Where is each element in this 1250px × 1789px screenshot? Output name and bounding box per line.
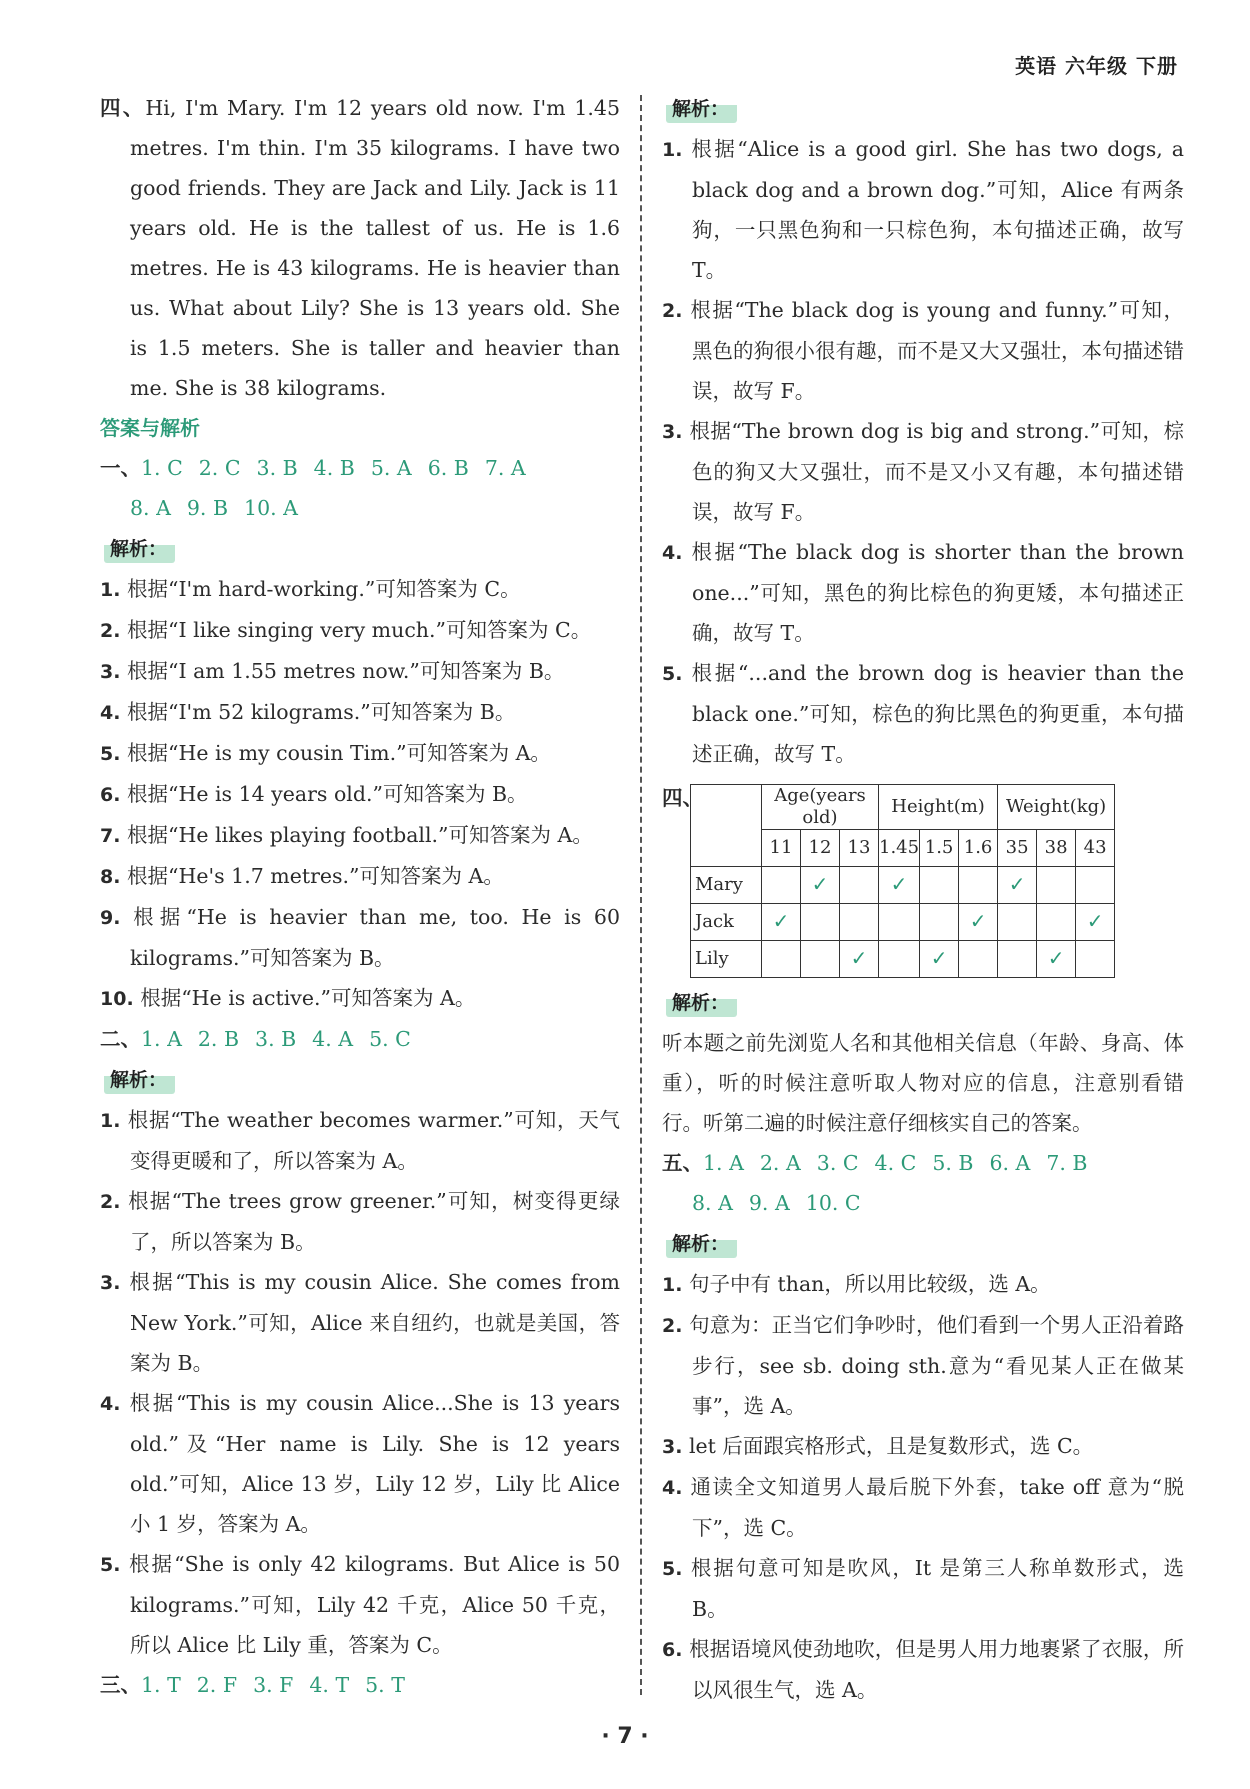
check-icon: ✓: [1008, 872, 1026, 896]
analysis-item: [662, 1426, 1184, 1467]
analysis-item: [662, 1629, 1184, 1710]
item-text: 根据“The black dog is young and funny.”可知，黑色的狗很小很有趣，而不是又大又强壮，本句描述错误，故写 F。: [690, 298, 1184, 403]
table-row-label: Lily: [691, 941, 762, 978]
answer-key: 6. B: [427, 456, 469, 480]
answer-row: [662, 1143, 1184, 1183]
empty-cell: [762, 941, 801, 978]
item-number: 5.: [662, 1558, 683, 1580]
item-number: 1.: [100, 1110, 121, 1132]
item-text: 通读全文知道男人最后脱下外套，take off 意为“脱下”，选 C。: [690, 1475, 1184, 1540]
check-icon: ✓: [969, 909, 987, 933]
left-column: [100, 88, 620, 1705]
page-header: 英语 六年级 下册: [1015, 54, 1178, 78]
item-text: 根据“He likes playing football.”可知答案为 A。: [126, 823, 593, 847]
item-number: 6.: [662, 1639, 683, 1661]
answer-key: 3. C: [816, 1151, 859, 1175]
answer-key: 4. T: [309, 1673, 350, 1697]
check-cell: [762, 904, 801, 941]
empty-cell: [1076, 941, 1115, 978]
answer-key: 10. A: [244, 496, 298, 520]
answer-key: 5. C: [369, 1027, 411, 1051]
empty-cell: [1037, 904, 1076, 941]
analysis-item: [662, 1305, 1184, 1426]
check-icon: ✓: [890, 872, 908, 896]
answer-key: 3. B: [256, 456, 298, 480]
item-number: 4.: [662, 542, 683, 564]
item-number: 1.: [662, 1274, 683, 1296]
answer-key: 4. B: [313, 456, 355, 480]
item-text: 根据“I'm hard-working.”可知答案为 C。: [126, 577, 521, 601]
item-number: 8.: [100, 866, 121, 888]
answer-key: 5. A: [370, 456, 412, 480]
table-row: [691, 904, 1115, 941]
analysis-item: [662, 1467, 1184, 1548]
section-lead: 一、: [100, 456, 141, 480]
answer-key: 2. A: [759, 1151, 801, 1175]
empty-cell: [959, 867, 998, 904]
answer-key: 7. A: [484, 456, 526, 480]
table-group-header: Height(m): [879, 785, 998, 830]
answer-key: 1. T: [141, 1673, 181, 1697]
check-cell: [840, 941, 879, 978]
analysis-item: [662, 653, 1184, 774]
empty-cell: [998, 904, 1037, 941]
answer-key: 2. F: [196, 1673, 238, 1697]
item-text: 根据“This is my cousin Alice. She comes from New York.”可知，Alice 来自纽约，也就是美国，答案为 B。: [129, 1270, 620, 1375]
check-cell: [879, 867, 920, 904]
item-text: 根据“The black dog is shorter than the brown one...”可知，黑色的狗比棕色的狗更矮，本句描述正确，故写 T。: [691, 540, 1184, 645]
table-subheader: 11: [762, 830, 801, 867]
section-lead: 五、: [662, 1151, 703, 1175]
item-text: 根据“He's 1.7 metres.”可知答案为 A。: [126, 864, 504, 888]
answer-table: [690, 784, 1115, 978]
analysis-paragraph: 听本题之前先浏览人名和其他相关信息（年龄、身高、体重），听的时候注意听取人物对应的信息，注意别看错行。听第二遍的时候注意仔细核实自己的答案。: [662, 1031, 1184, 1135]
item-text: 根据“This is my cousin Alice...She is 13 years old.”及“Her name is Lily. She is 12 years old.”可知，Alice 13 岁，Lily 12 岁，Lily 比 Alice 小 1 岁，答案为 A。: [129, 1391, 620, 1536]
item-number: 5.: [100, 1554, 121, 1576]
analysis-item: [662, 532, 1184, 653]
analysis-item: [100, 978, 620, 1019]
table-body: [691, 867, 1115, 978]
analysis-item: [662, 1548, 1184, 1629]
empty-cell: [959, 941, 998, 978]
empty-cell: [1076, 867, 1115, 904]
empty-cell: [879, 904, 920, 941]
table-subheader: 38: [1037, 830, 1076, 867]
item-number: 2.: [100, 1191, 121, 1213]
item-number: 4.: [100, 1393, 121, 1415]
analysis-item: [100, 569, 620, 610]
empty-cell: [920, 867, 959, 904]
item-text: 根据“He is heavier than me, too. He is 60 kilograms.”可知答案为 B。: [130, 905, 620, 970]
answer-row: [662, 1183, 1184, 1223]
analysis-item: [100, 815, 620, 856]
analysis-item: [100, 1181, 620, 1262]
section-lead: 三、: [100, 1673, 141, 1697]
check-icon: ✓: [850, 946, 868, 970]
empty-cell: [801, 904, 840, 941]
item-number: 3.: [662, 421, 683, 443]
item-text: 根据语境风使劲地吹，但是男人用力地裹紧了衣服，所以风很生气，选 A。: [689, 1637, 1184, 1702]
table-corner-cell: [691, 785, 762, 867]
item-text: 根据“I am 1.55 metres now.”可知答案为 B。: [126, 659, 565, 683]
item-number: 3.: [662, 1436, 683, 1458]
page-number: · 7 ·: [601, 1724, 649, 1749]
item-text: 根据“I like singing very much.”可知答案为 C。: [126, 618, 592, 642]
answer-row: [100, 488, 620, 528]
analysis-item: [662, 1264, 1184, 1305]
analysis-item: [100, 1262, 620, 1383]
check-icon: ✓: [930, 946, 948, 970]
analysis-badge: 解析：: [104, 1066, 175, 1094]
answer-row: [100, 1665, 620, 1705]
item-text: 根据“I'm 52 kilograms.”可知答案为 B。: [126, 700, 516, 724]
answer-key: 9. B: [186, 496, 229, 520]
section-lead: 四、: [662, 786, 703, 810]
analysis-badge: 解析：: [666, 1230, 737, 1258]
item-text: 根据“He is active.”可知答案为 A。: [140, 986, 476, 1010]
item-text: 句子中有 than，所以用比较级，选 A。: [688, 1272, 1051, 1296]
item-number: 4.: [662, 1477, 683, 1499]
analysis-item: [100, 1100, 620, 1181]
item-number: 10.: [100, 988, 134, 1010]
item-number: 5.: [100, 743, 121, 765]
table-subheader: 1.5: [920, 830, 959, 867]
section-lead: 四、: [100, 96, 146, 120]
table-row-label: Jack: [691, 904, 762, 941]
check-cell: [998, 867, 1037, 904]
item-text: 根据“He is my cousin Tim.”可知答案为 A。: [126, 741, 551, 765]
analysis-badge: 解析：: [666, 95, 737, 123]
item-number: 7.: [100, 825, 121, 847]
table-subheader: 13: [840, 830, 879, 867]
answer-key: 8. A: [692, 1191, 733, 1215]
item-text: 根据“...and the brown dog is heavier than the black one.”可知，棕色的狗比黑色的狗更重，本句描述正确，故写 T。: [691, 661, 1184, 766]
item-number: 3.: [100, 1272, 121, 1294]
table-subheader: 1.6: [959, 830, 998, 867]
answer-key: 3. F: [253, 1673, 294, 1697]
answer-key: 10. C: [805, 1191, 861, 1215]
table-subheader: 35: [998, 830, 1037, 867]
analysis-item: [100, 610, 620, 651]
answer-key: 3. B: [255, 1027, 297, 1051]
table-group-header: Age(years old): [762, 785, 879, 830]
table-row-label: Mary: [691, 867, 762, 904]
empty-cell: [840, 867, 879, 904]
check-icon: ✓: [811, 872, 829, 896]
empty-cell: [879, 941, 920, 978]
analysis-item: [100, 1383, 620, 1544]
answer-row: [100, 448, 620, 488]
answer-key: 4. C: [874, 1151, 917, 1175]
answer-key: 8. A: [130, 496, 171, 520]
item-text: 根据“The brown dog is big and strong.”可知，棕色的狗又大又强壮，而不是又小又有趣，本句描述错误，故写 F。: [689, 419, 1184, 524]
table-row: [691, 867, 1115, 904]
empty-cell: [840, 904, 879, 941]
item-text: 根据“The weather becomes warmer.”可知，天气变得更暖和了，所以答案为 A。: [127, 1108, 620, 1173]
analysis-item: [662, 290, 1184, 411]
check-icon: ✓: [1047, 946, 1065, 970]
analysis-item: [662, 411, 1184, 532]
answer-key: 5. T: [365, 1673, 405, 1697]
analysis-badge: 解析：: [104, 535, 175, 563]
analysis-item: [100, 897, 620, 978]
answer-key: 6. A: [989, 1151, 1031, 1175]
passage-4: [100, 88, 620, 408]
check-cell: [1037, 941, 1076, 978]
item-text: let 后面跟宾格形式，且是复数形式，选 C。: [688, 1434, 1094, 1458]
check-cell: [920, 941, 959, 978]
analysis-item: [662, 129, 1184, 290]
analysis-item: [100, 1544, 620, 1665]
item-number: 2.: [662, 300, 683, 322]
table-header-row: [691, 785, 1115, 830]
passage-text: Hi, I'm Mary. I'm 12 years old now. I'm 1.45 metres. I'm thin. I'm 35 kilograms. I have two good friends. They are Jack and Lily. Jack is 11 years old. He is the tallest of us. He is 1.6 metres. He is 43 kilograms. He is heavier than us. What about Lily? She is 13 years old. She is 1.5 meters. She is taller and heavier than me. She is 38 kilograms.: [130, 96, 620, 400]
answer-key: 2. B: [197, 1027, 240, 1051]
item-number: 5.: [662, 663, 683, 685]
answer-key: 7. B: [1046, 1151, 1088, 1175]
check-icon: ✓: [1086, 909, 1104, 933]
table-group-header: Weight(kg): [998, 785, 1115, 830]
check-cell: [1076, 904, 1115, 941]
analysis-item: [100, 856, 620, 897]
empty-cell: [920, 904, 959, 941]
table-row: [691, 941, 1115, 978]
section-4-table: [662, 778, 1184, 974]
item-text: 根据“Alice is a good girl. She has two dogs, a black dog and a brown dog.”可知，Alice 有两条狗，一只黑色狗和一只棕色狗，本句描述正确，故写 T。: [691, 137, 1184, 282]
table-subheader: 1.45: [879, 830, 920, 867]
answer-key: 2. C: [198, 456, 241, 480]
analysis-item: [100, 651, 620, 692]
answers-title: 答案与解析: [100, 416, 200, 440]
answer-key: 1. C: [141, 456, 183, 480]
analysis-item: [100, 692, 620, 733]
item-text: 根据“He is 14 years old.”可知答案为 B。: [126, 782, 528, 806]
item-number: 1.: [662, 139, 683, 161]
item-text: 根据“She is only 42 kilograms. But Alice is 50 kilograms.”可知，Lily 42 千克，Alice 50 千克，所以 Alice 比 Lily 重，答案为 C。: [129, 1552, 620, 1657]
analysis-badge: 解析：: [666, 989, 737, 1017]
analysis-item: [100, 774, 620, 815]
item-number: 3.: [100, 661, 121, 683]
empty-cell: [1037, 867, 1076, 904]
answer-key: 1. A: [141, 1027, 182, 1051]
check-cell: [959, 904, 998, 941]
empty-cell: [998, 941, 1037, 978]
table-subheader: 12: [801, 830, 840, 867]
answer-key: 5. B: [932, 1151, 974, 1175]
item-number: 6.: [100, 784, 121, 806]
item-number: 2.: [100, 620, 121, 642]
answer-row: [100, 1019, 620, 1059]
table-subheader: 43: [1076, 830, 1115, 867]
answer-key: 9. A: [748, 1191, 790, 1215]
item-number: 9.: [100, 907, 121, 929]
answer-key: 4. A: [312, 1027, 354, 1051]
section-lead: 二、: [100, 1027, 141, 1051]
item-text: 句意为：正当它们争吵时，他们看到一个男人正沿着路步行，see sb. doing sth.意为“看见某人正在做某事”，选 A。: [689, 1313, 1184, 1418]
right-column: [662, 88, 1184, 1710]
check-cell: [801, 867, 840, 904]
item-text: 根据句意可知是吹风，It 是第三人称单数形式，选 B。: [690, 1556, 1184, 1621]
item-number: 1.: [100, 579, 121, 601]
item-number: 4.: [100, 702, 121, 724]
empty-cell: [801, 941, 840, 978]
column-divider: [640, 95, 642, 1695]
answer-key: 1. A: [703, 1151, 744, 1175]
empty-cell: [762, 867, 801, 904]
analysis-item: [100, 733, 620, 774]
check-icon: ✓: [772, 909, 790, 933]
item-number: 2.: [662, 1315, 683, 1337]
item-text: 根据“The trees grow greener.”可知，树变得更绿了，所以答案为 B。: [128, 1189, 620, 1254]
